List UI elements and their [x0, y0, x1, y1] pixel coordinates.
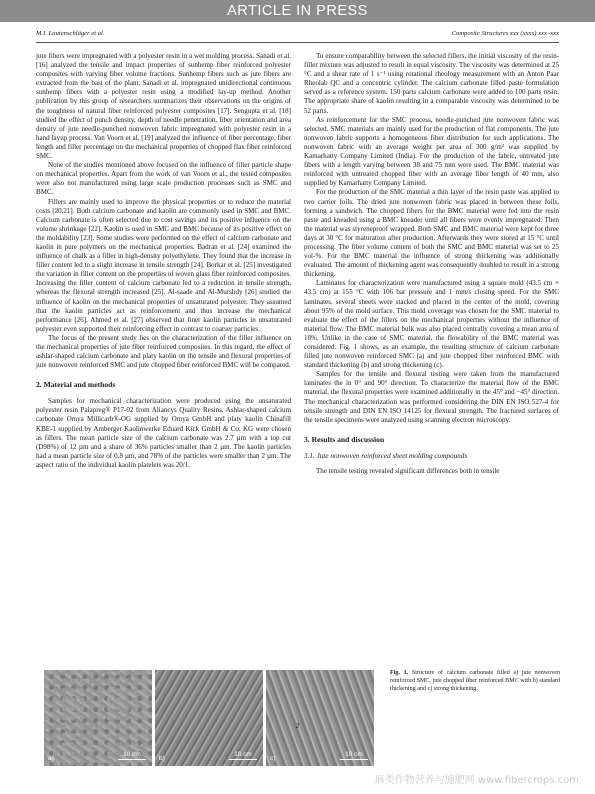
section-heading: 2. Material and methods [36, 380, 116, 390]
watermark: 麻类作物营养与施肥网 www.fibercrops.com [374, 775, 579, 786]
paragraph: The focus of the present study lies on the characterization of the filler influence on the mechanical properties of jute fiber reinforced composites. In this regard, the effect of ashlar-shaped calcium carbonate and platy kaolin on the tensile and flexural properties of jute nonwoven reinforced SMC and jute chopped fiber reinforced BMC will be compared. [36, 333, 291, 370]
running-header-authors: M.I. Lautenschläger et al. [36, 30, 105, 37]
paragraph: Samples for mechanical characterization were produced using the unsaturated polyester resin Palapreg® P17-02 from Aliancys Quality Resins. Ashlar-shaped calcium carbonate Omya Millicarb®-OG supplied by Omya GmbH and platy kaolin Chinafill KBE-1 supplied by Amberger Kaolinwerke Eduard Kick GmbH & Co. KG were chosen as fillers. The mean particle size of the calcium carbonate was 2.7 µm with a top cut (D98%) of 12 µm and a share of 36% particles smaller than 2 µm. The kaolin particles had a mean particle size of 0.8 µm, and 78% of the particles were smaller than 2 µm. The aspect ratio of the individual kaolin platelets was 20/1. [36, 397, 291, 469]
article-in-press-banner: ARTICLE IN PRESS [0, 0, 595, 22]
paragraph: As reinforcement for the SMC process, needle-punched jute nonwoven fabric was selected. SMC materials are mainly used for the production of flat components. The jute nonwoven fabric supports a homogeneous fiber distribution for such applications. The nonwoven fabric with an average weight per area of 300 g/m² was supplied by Kamarhatty Company Limited (India). For the production of the fabric, untreated jute fibers with a length varying between 38 and 75 mm were used. The BMC material was reinforced with untreated chopped fiber with an average fiber length of 40 mm, also supplied by Kamarhatty Company Limited. [304, 115, 559, 188]
figure-caption [390, 670, 560, 693]
running-header-journal: Composite Structures xxx (xxxx) xxx–xxx [451, 30, 559, 37]
figure-panel-b [155, 670, 263, 766]
paragraph: To ensure comparability between the selected fillers, the initial viscosity of the resin-filler mixture was adjusted to result in equal viscosity. The viscosity was determined at 25 °C and a shear rate of 1 s⁻¹ using rotational rheology measurement with an Anton Paar Rheolab QC and a concentric cylinder. The calcium carbonate filled paste formulation served as a reference system. 150 parts calcium carbonate were added to 100 parts resin. The appropriate share of kaolin resulting in a comparable viscosity was determined to be 52 parts. [304, 52, 559, 115]
paragraph: Samples for the tensile and flexural testing were taken from the manufactured laminates the in 0° and 90° direction. To characterize the material flow of the BMC material, the flexural properties were examined additionally in the 45° and −45° direction. The mechanical characterization was performed considering the DIN EN ISO 527-4 for tensile strength and DIN EN ISO 14125 for flexural strength. The fractured surfaces of the tensile specimens were analyzed using scanning electron microscopy. [304, 370, 559, 424]
paragraph: jute fibers were impregnated with a polyester resin in a wet molding process. Sanadi et al. [16] analyzed the tensile and impact properties of sunhemp fiber reinforced polyester composites with varying fiber volume fractions. Sunhemp fibers such as jute fibers are extracted from the bast of the plant. Sanadi et al. impregnated unidirectional continuous sunhemp fibers with a polyester resin using a modified lay-up method. Another publication by this group of researchers summarizes their observations on the origins of the toughness of natural fiber reinforced polyester composites [17]. Sengupta et al. [18] studied the effect of punch density, depth of needle penetration, fiber orientation and area density of jute needle-punched nonwoven fabric impregnated with polyester resin in a hand layup process. Van Voorn et al. [19] analyzed the influence of fiber percentage, fiber length and filler percentage on the mechanical properties of chopped flax fiber reinforced SMC. [36, 52, 291, 161]
caption-lead: Fig. 1. [390, 670, 409, 676]
scale-bar: 10 cm [340, 751, 368, 761]
panel-label: c) [270, 755, 276, 762]
header-rule [36, 42, 559, 43]
running-header [36, 30, 559, 42]
panel-label: a) [48, 755, 54, 762]
paragraph: For the production of the SMC material a thin layer of the resin paste was applied to two carrier foils. The dried jute nonwoven fabric was placed in between these foils, forming a sandwich. The chopped fibers for the BMC material were fed into the resin paste and kneaded using a BMC kneader until all fibers were evenly impregnated. Then the material was styreneproof wrapped. Both SMC and BMC material were kept for three days at 30 °C for maturation after production. Afterwards they were stored at 15 °C until processing. The fiber volume content of both the SMC and BMC material was set to 25 vol-%. For the BMC material the influence of strong thickening was additionally evaluated. The amount of thickening agent was consequently doubled to result in a strong thickening. [304, 188, 559, 279]
scale-bar: 10 cm [229, 751, 257, 761]
section-heading: 3. Results and discussion [304, 434, 385, 444]
paragraph: The tensile testing revealed significant differences both in tensile [316, 466, 500, 475]
right-column [304, 52, 559, 476]
scale-bar: 10 cm [118, 751, 146, 761]
page-number: 2 [295, 722, 300, 730]
figure-1 [44, 670, 374, 766]
figure-panel-a [44, 670, 152, 766]
subsection-heading: 3.1. Jute nonwoven reinforced sheet molding compounds [304, 451, 468, 460]
paragraph: Laminates for characterization were manufactured using a square mold (43.5 cm × 43.5 cm) at 155 °C with 106 bar pressure and 1 mm/s closing speed. For the SMC laminates, several sheets were stacked and placed in the center of the mold, covering about 95% of the mold surface. This mold coverage was chosen for the SMC material to evaluate the effect of the fillers on the mechanical properties without the influence of material flow. The BMC material bulk was also placed centrally covering a mean area of 18%. Unlike in the case of SMC material, the flowability of the BMC material was considered. Fig. 1 shows, as an example, the resulting structure of calcium carbonate filled jute nonwoven reinforced SMC (a) and jute chopped fiber reinforced BMC with standard thickening (b) and strong thickening (c). [304, 279, 559, 370]
figure-panel-c [266, 670, 374, 766]
panel-label: b) [159, 755, 165, 762]
left-column [36, 52, 291, 470]
caption-text: Structure of calcium carbonate filled a) jute nonwoven reinforced SMC, jute chopped fiber reinforced BMC with b) standard thickening and c) strong thickening. [390, 670, 560, 692]
paragraph: None of the studies mentioned above focused on the influence of filler particle shape on mechanical properties. Apart from the work of van Voorn et al., the tested composites were also not manufactured using large scale production processes such as SMC and BMC. [36, 161, 291, 197]
paragraph: Fillers are mainly used to improve the physical properties or to reduce the material costs [20,21]. Both calcium carbonate and kaolin are commonly used in SMC and BMC. Calcium carbonate is often selected due to cost savings and its positive influence on the volume shrinkage [22]. Kaolin is used in SMC and BMC because of its positive effect on the moldability [23]. Some studies were performed on the effect of calcium carbonate and kaolin in pure polymers on the mechanical properties. Badran et al. [24] examined the influence of chalk as a filler in high-density polyethylene. They found that the increase in filler content led to a slight increase in tensile strength [24]. Borkar et al. [25] investigated the variation in filler content on the properties of woven glass fiber reinforced composites. Increasing the filler content of calcium carbonate led to a reduction in tensile strength, whereas the flexural strength increased [25]. Al-saade and Al-Murshdy [26] studied the influence of kaolin on the mechanical properties of unsaturated polyester. They assumed that the kaolin particles act as reinforcement and thus increase the mechanical performance [26]. Ahmed et al. [27] observed that finer kaolin particles in unsaturated polyester even supported their reinforcing effect in contrast to coarser particles. [36, 197, 291, 333]
